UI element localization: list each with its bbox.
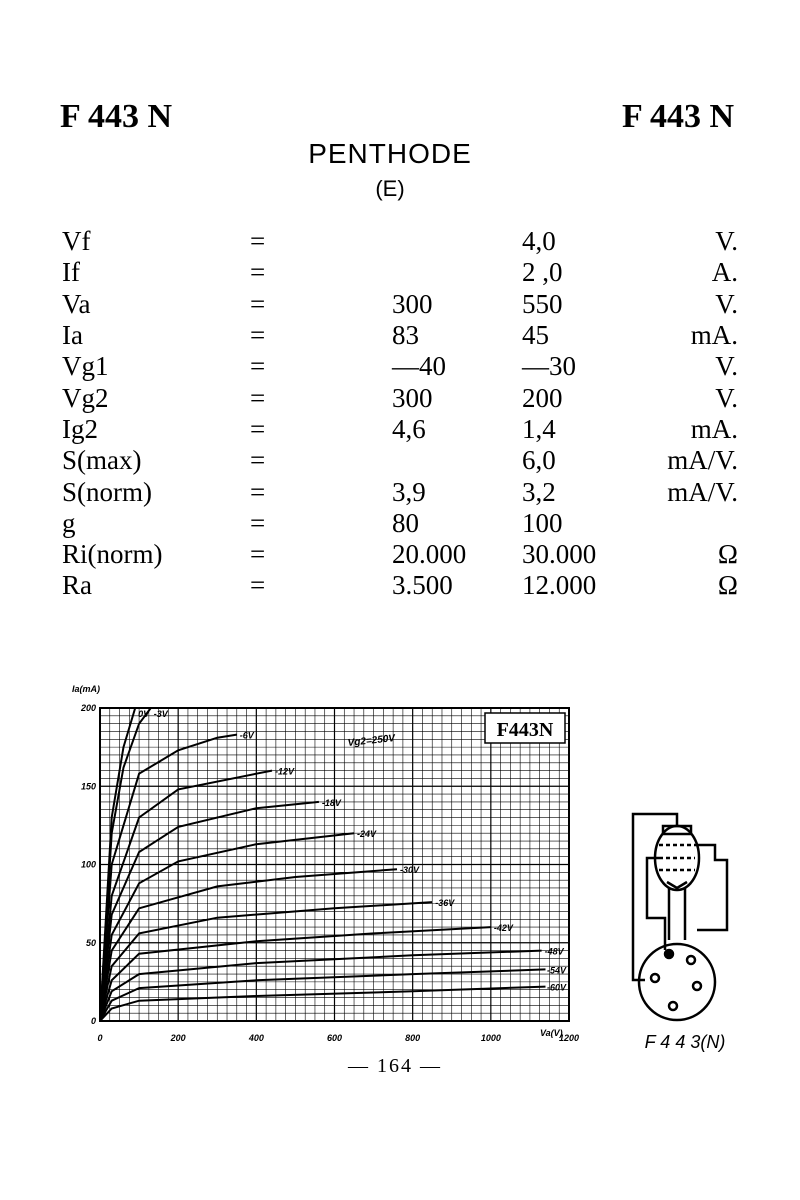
spec-value-2: 4,0 — [522, 226, 556, 257]
spec-equals: = — [250, 539, 266, 570]
curve-minus-60V — [100, 987, 546, 1021]
spec-unit: V. — [715, 351, 738, 382]
series-label: -30V — [400, 865, 420, 876]
spec-equals: = — [250, 382, 266, 413]
spec-param: Va — [62, 288, 91, 319]
tube-type-title: PENTHODE — [308, 138, 472, 169]
spec-equals: = — [250, 570, 266, 601]
base-pin-icon — [693, 982, 701, 990]
spec-param: Vf — [62, 226, 91, 257]
model-title-right: F 443 N — [621, 98, 734, 135]
model-title-left: F 443 N — [60, 98, 173, 135]
spec-value-2: 1,4 — [522, 413, 556, 444]
spec-param: If — [62, 257, 80, 288]
spec-value-1: 80 — [392, 507, 419, 538]
spec-value-2: 2 ,0 — [522, 257, 563, 288]
spec-value-1: 3,9 — [392, 476, 426, 507]
spec-value-2: 200 — [522, 382, 563, 413]
spec-value-1: 20.000 — [392, 539, 467, 570]
series-label: 0V — [138, 709, 150, 719]
spec-value-1 — [392, 445, 522, 476]
spec-value-2: 100 — [522, 507, 563, 538]
base-pin-icon — [687, 956, 695, 964]
spec-equals: = — [250, 445, 266, 476]
series-label: -36V — [435, 898, 455, 909]
spec-unit: mA/V. — [667, 476, 738, 507]
spec-row — [62, 382, 738, 413]
tube-type-subtitle: (E) — [375, 176, 405, 201]
spec-value-2: 3,2 — [522, 476, 556, 507]
spec-table — [62, 226, 738, 602]
spec-value-1 — [392, 226, 522, 257]
y-tick-label: 100 — [80, 859, 96, 870]
spec-row — [62, 414, 738, 445]
spec-equals: = — [250, 507, 266, 538]
spec-value-1: —40 — [392, 351, 446, 382]
spec-row — [62, 351, 738, 382]
curve-minus-30V — [100, 869, 397, 1021]
spec-unit: A. — [711, 257, 738, 288]
spec-row — [62, 289, 738, 320]
spec-unit: V. — [715, 226, 738, 257]
spec-value-1: 300 — [392, 288, 433, 319]
y-axis-label: Ia(mA) — [72, 684, 101, 694]
spec-equals: = — [250, 226, 266, 257]
x-tick-label: 400 — [248, 1033, 264, 1043]
spec-row — [62, 508, 738, 539]
spec-value-1: 83 — [392, 320, 419, 351]
spec-value-2: 12.000 — [522, 570, 597, 601]
spec-value-2: 550 — [522, 288, 563, 319]
spec-unit: mA/V. — [667, 445, 738, 476]
spec-param: g — [62, 507, 76, 538]
chart-title: F443N — [496, 719, 554, 741]
spec-row — [62, 320, 738, 351]
spec-unit: Ω — [717, 570, 738, 601]
spec-param: Ig2 — [62, 413, 98, 444]
series-label: -42V — [493, 923, 513, 934]
y-tick-label: 0 — [90, 1016, 96, 1026]
spec-equals: = — [250, 257, 266, 288]
spec-value-1: 3.500 — [392, 570, 453, 601]
x-tick-label: 800 — [405, 1033, 421, 1043]
tube-base-diagram — [615, 800, 755, 1060]
y-tick-label: 150 — [80, 781, 96, 792]
series-label: -12V — [274, 766, 294, 777]
series-label: -24V — [357, 829, 377, 840]
x-tick-label: 1000 — [480, 1033, 501, 1043]
spec-value-1 — [392, 257, 522, 288]
spec-param: Vg1 — [62, 351, 109, 382]
spec-equals: = — [250, 413, 266, 444]
x-tick-label: 1200 — [558, 1033, 580, 1043]
spec-unit — [622, 508, 738, 539]
spec-row — [62, 226, 738, 257]
spec-equals: = — [250, 351, 266, 382]
spec-param: S(max) — [62, 445, 142, 476]
spec-value-1: 300 — [392, 382, 433, 413]
spec-param: S(norm) — [62, 476, 152, 507]
y-tick-label: 200 — [80, 703, 96, 713]
anode-characteristics-chart — [60, 680, 600, 1050]
vg2-annotation: Vg2=250V — [347, 733, 396, 749]
spec-equals: = — [250, 288, 266, 319]
spec-value-2: —30 — [522, 351, 576, 382]
y-tick-label: 50 — [85, 937, 96, 948]
spec-row — [62, 445, 738, 476]
spec-param: Ra — [62, 570, 92, 601]
base-pin-icon — [669, 1002, 677, 1010]
spec-unit: Ω — [717, 539, 738, 570]
x-tick-label: 0 — [97, 1033, 103, 1043]
base-pin-icon — [651, 974, 659, 982]
x-axis-label: Va(V) — [540, 1028, 563, 1038]
tube-diagram-caption: F 4 4 3(N) — [644, 1032, 726, 1052]
spec-equals: = — [250, 476, 266, 507]
chart-ticks — [80, 703, 579, 1043]
spec-unit: mA. — [690, 413, 738, 444]
x-tick-label: 600 — [326, 1033, 343, 1043]
x-tick-label: 200 — [170, 1033, 186, 1043]
spec-value-2: 6,0 — [522, 445, 556, 476]
series-label: -60V — [547, 982, 567, 993]
series-label: -54V — [547, 965, 567, 976]
spec-unit: V. — [715, 382, 738, 413]
series-label: -6V — [239, 730, 254, 741]
spec-value-1: 4,6 — [392, 413, 426, 444]
spec-row — [62, 257, 738, 288]
base-pin-icon — [665, 950, 673, 958]
spec-param: Vg2 — [62, 382, 109, 413]
spec-row — [62, 570, 738, 601]
spec-row — [62, 476, 738, 507]
series-label: -3V — [153, 709, 168, 719]
series-label: -48V — [544, 946, 564, 957]
spec-param: Ia — [62, 320, 83, 351]
spec-value-2: 30.000 — [522, 539, 597, 570]
spec-param: Ri(norm) — [62, 539, 163, 570]
spec-unit: V. — [715, 288, 738, 319]
page-number: — 164 — — [348, 1055, 442, 1077]
spec-value-2: 45 — [522, 320, 549, 351]
spec-unit: mA. — [690, 320, 738, 351]
series-label: -18V — [321, 797, 341, 808]
spec-row — [62, 539, 738, 570]
spec-equals: = — [250, 320, 266, 351]
